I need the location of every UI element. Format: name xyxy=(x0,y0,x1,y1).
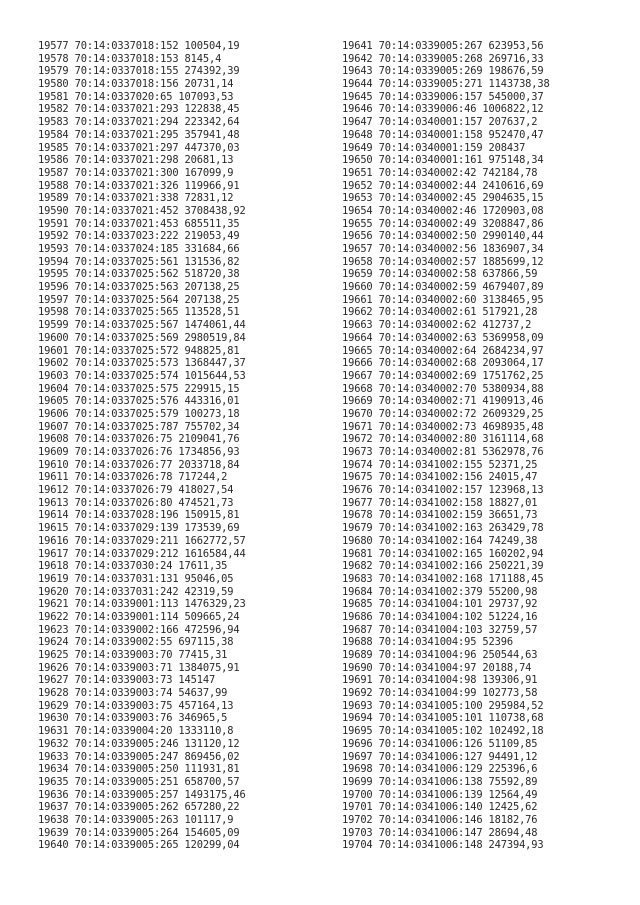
list-item: 19659 70:14:0340002:58 637866,59 xyxy=(342,268,538,281)
list-item: 19604 70:14:0337025:575 229915,15 xyxy=(38,382,240,395)
right-column xyxy=(342,40,550,852)
list-item: 19667 70:14:0340002:69 1751762,25 xyxy=(342,369,544,382)
list-item: 19603 70:14:0337025:574 1015644,53 xyxy=(38,369,246,382)
list-item: 19649 70:14:0340001:159 208437 xyxy=(342,141,526,154)
list-item: 19599 70:14:0337025:567 1474061,44 xyxy=(38,319,246,332)
list-item: 19693 70:14:0341005:100 295984,52 xyxy=(342,699,544,712)
list-item: 19662 70:14:0340002:61 517921,28 xyxy=(342,306,538,319)
list-item: 19677 70:14:0341002:158 18827,01 xyxy=(342,496,538,509)
list-item: 19686 70:14:0341004:102 51224,16 xyxy=(342,610,538,623)
list-item: 19620 70:14:0337031:242 42319,59 xyxy=(38,585,234,598)
list-item: 19632 70:14:0339005:246 131120,12 xyxy=(38,737,240,750)
list-item: 19594 70:14:0337025:561 131536,82 xyxy=(38,255,240,268)
list-item: 19596 70:14:0337025:563 207138,25 xyxy=(38,281,240,294)
list-item: 19624 70:14:0339002:55 697115,38 xyxy=(38,636,234,649)
list-item: 19664 70:14:0340002:63 5369958,09 xyxy=(342,331,544,344)
list-item: 19671 70:14:0340002:73 4698935,48 xyxy=(342,420,544,433)
list-item: 19679 70:14:0341002:163 263429,78 xyxy=(342,522,544,535)
list-item: 19617 70:14:0337029:212 1616584,44 xyxy=(38,547,246,560)
list-item: 19668 70:14:0340002:70 5380934,88 xyxy=(342,382,544,395)
list-item: 19581 70:14:0337020:65 107093,53 xyxy=(38,90,234,103)
list-item: 19629 70:14:0339003:75 457164,13 xyxy=(38,699,234,712)
list-item: 19607 70:14:0337025:787 755702,34 xyxy=(38,420,240,433)
list-item: 19590 70:14:0337021:452 3708438,92 xyxy=(38,204,246,217)
list-item: 19697 70:14:0341006:127 94491,12 xyxy=(342,750,538,763)
list-item: 19657 70:14:0340002:56 1836907,34 xyxy=(342,243,544,255)
list-item: 19593 70:14:0337024:185 331684,66 xyxy=(38,243,240,255)
list-item: 19605 70:14:0337025:576 443316,01 xyxy=(38,395,240,408)
list-item: 19636 70:14:0339005:257 1493175,46 xyxy=(38,788,246,801)
list-item: 19669 70:14:0340002:71 4190913,46 xyxy=(342,395,544,408)
list-item: 19640 70:14:0339005:265 120299,04 xyxy=(38,839,240,852)
list-item: 19674 70:14:0341002:155 52371,25 xyxy=(342,458,538,471)
list-item: 19627 70:14:0339003:73 145147 xyxy=(38,674,216,687)
list-item: 19681 70:14:0341002:165 160202,94 xyxy=(342,547,544,560)
list-item: 19678 70:14:0341002:159 36651,73 xyxy=(342,509,538,522)
list-item: 19683 70:14:0341002:168 171188,45 xyxy=(342,572,544,585)
list-item: 19614 70:14:0337028:196 150915,81 xyxy=(38,509,240,522)
list-item: 19639 70:14:0339005:264 154605,09 xyxy=(38,826,240,839)
list-item: 19690 70:14:0341004:97 20188,74 xyxy=(342,661,532,674)
left-column xyxy=(38,40,246,852)
list-item: 19675 70:14:0341002:156 24015,47 xyxy=(342,471,538,484)
list-item: 19684 70:14:0341002:379 55200,98 xyxy=(342,585,538,598)
list-item: 19652 70:14:0340002:44 2410616,69 xyxy=(342,179,544,192)
list-item: 19609 70:14:0337026:76 1734856,93 xyxy=(38,446,240,458)
list-item: 19673 70:14:0340002:81 5362978,76 xyxy=(342,446,544,458)
list-item: 19651 70:14:0340002:42 742184,78 xyxy=(342,166,538,179)
list-item: 19656 70:14:0340002:50 2990140,44 xyxy=(342,230,544,243)
list-item: 19691 70:14:0341004:98 139306,91 xyxy=(342,674,538,687)
list-item: 19695 70:14:0341005:102 102492,18 xyxy=(342,725,544,738)
list-item: 19613 70:14:0337026:80 474521,73 xyxy=(38,496,234,509)
list-item: 19694 70:14:0341005:101 110738,68 xyxy=(342,712,544,725)
list-item: 19638 70:14:0339005:263 101117,9 xyxy=(38,813,234,826)
list-item: 19688 70:14:0341004:95 52396 xyxy=(342,636,513,649)
list-item: 19602 70:14:0337025:573 1368447,37 xyxy=(38,357,246,370)
list-item: 19633 70:14:0339005:247 869456,02 xyxy=(38,750,240,763)
list-item: 19643 70:14:0339005:269 198676,59 xyxy=(342,65,544,78)
list-item: 19637 70:14:0339005:262 657280,22 xyxy=(38,801,240,814)
list-item: 19610 70:14:0337026:77 2033718,84 xyxy=(38,458,240,471)
list-item: 19653 70:14:0340002:45 2904635,15 xyxy=(342,192,544,205)
list-item: 19578 70:14:0337018:153 8145,4 xyxy=(38,52,222,65)
list-item: 19591 70:14:0337021:453 685511,35 xyxy=(38,217,240,230)
list-item: 19682 70:14:0341002:166 250221,39 xyxy=(342,560,544,573)
list-item: 19650 70:14:0340001:161 975148,34 xyxy=(342,154,544,167)
list-item: 19587 70:14:0337021:300 167099,9 xyxy=(38,166,234,179)
list-item: 19689 70:14:0341004:96 250544,63 xyxy=(342,649,538,661)
list-item: 19598 70:14:0337025:565 113528,51 xyxy=(38,306,240,319)
list-item: 19616 70:14:0337029:211 1662772,57 xyxy=(38,534,246,547)
list-item: 19702 70:14:0341006:146 18182,76 xyxy=(342,813,538,826)
list-item: 19601 70:14:0337025:572 948825,81 xyxy=(38,344,240,357)
list-item: 19635 70:14:0339005:251 658700,57 xyxy=(38,775,240,788)
list-item: 19666 70:14:0340002:68 2093064,17 xyxy=(342,357,544,370)
list-item: 19600 70:14:0337025:569 2980519,84 xyxy=(38,331,246,344)
list-item: 19698 70:14:0341006:129 225396,6 xyxy=(342,763,538,776)
list-item: 19585 70:14:0337021:297 447370,03 xyxy=(38,141,240,154)
list-item: 19676 70:14:0341002:157 123968,13 xyxy=(342,484,544,497)
list-item: 19654 70:14:0340002:46 1720903,08 xyxy=(342,204,544,217)
list-item: 19630 70:14:0339003:76 346965,5 xyxy=(38,712,228,725)
list-item: 19641 70:14:0339005:267 623953,56 xyxy=(342,40,544,52)
list-item: 19699 70:14:0341006:138 75592,89 xyxy=(342,775,538,788)
list-item: 19606 70:14:0337025:579 100273,18 xyxy=(38,407,240,420)
list-item: 19626 70:14:0339003:71 1384075,91 xyxy=(38,661,240,674)
list-item: 19644 70:14:0339005:271 1143738,38 xyxy=(342,78,550,91)
list-item: 19628 70:14:0339003:74 54637,99 xyxy=(38,687,228,700)
list-item: 19647 70:14:0340001:157 207637,2 xyxy=(342,116,538,129)
list-item: 19648 70:14:0340001:158 952470,47 xyxy=(342,128,544,141)
list-item: 19660 70:14:0340002:59 4679407,89 xyxy=(342,281,544,294)
list-item: 19621 70:14:0339001:113 1476329,23 xyxy=(38,598,246,611)
list-item: 19634 70:14:0339005:250 111931,81 xyxy=(38,763,240,776)
list-item: 19577 70:14:0337018:152 100504,19 xyxy=(38,40,240,52)
list-item: 19680 70:14:0341002:164 74249,38 xyxy=(342,534,538,547)
list-item: 19619 70:14:0337031:131 95046,05 xyxy=(38,572,234,585)
list-item: 19704 70:14:0341006:148 247394,93 xyxy=(342,839,544,852)
list-item: 19700 70:14:0341006:139 12564,49 xyxy=(342,788,538,801)
list-item: 19579 70:14:0337018:155 274392,39 xyxy=(38,65,240,78)
list-item: 19696 70:14:0341006:126 51109,85 xyxy=(342,737,538,750)
list-item: 19685 70:14:0341004:101 29737,92 xyxy=(342,598,538,611)
list-item: 19589 70:14:0337021:338 72831,12 xyxy=(38,192,234,205)
list-item: 19597 70:14:0337025:564 207138,25 xyxy=(38,293,240,306)
list-item: 19623 70:14:0339002:166 472596,94 xyxy=(38,623,240,636)
list-item: 19595 70:14:0337025:562 518720,38 xyxy=(38,268,240,281)
list-item: 19645 70:14:0339006:157 545000,37 xyxy=(342,90,544,103)
list-item: 19670 70:14:0340002:72 2609329,25 xyxy=(342,407,544,420)
list-item: 19615 70:14:0337029:139 173539,69 xyxy=(38,522,240,535)
list-item: 19655 70:14:0340002:49 3208847,86 xyxy=(342,217,544,230)
list-item: 19663 70:14:0340002:62 412737,2 xyxy=(342,319,532,332)
list-item: 19582 70:14:0337021:293 122838,45 xyxy=(38,103,240,116)
list-item: 19622 70:14:0339001:114 509665,24 xyxy=(38,610,240,623)
list-item: 19692 70:14:0341004:99 102773,58 xyxy=(342,687,538,700)
list-item: 19625 70:14:0339003:70 77415,31 xyxy=(38,649,228,661)
list-item: 19672 70:14:0340002:80 3161114,68 xyxy=(342,433,544,446)
list-item: 19665 70:14:0340002:64 2684234,97 xyxy=(342,344,544,357)
list-item: 19631 70:14:0339004:20 1333110,8 xyxy=(38,725,234,738)
list-item: 19612 70:14:0337026:79 418027,54 xyxy=(38,484,234,497)
list-item: 19687 70:14:0341004:103 32759,57 xyxy=(342,623,538,636)
list-item: 19642 70:14:0339005:268 269716,33 xyxy=(342,52,544,65)
list-item: 19701 70:14:0341006:140 12425,62 xyxy=(342,801,538,814)
list-item: 19703 70:14:0341006:147 28694,48 xyxy=(342,826,538,839)
list-item: 19584 70:14:0337021:295 357941,48 xyxy=(38,128,240,141)
list-item: 19592 70:14:0337023:222 219053,49 xyxy=(38,230,240,243)
list-item: 19611 70:14:0337026:78 717244,2 xyxy=(38,471,228,484)
list-item: 19580 70:14:0337018:156 20731,14 xyxy=(38,78,234,91)
list-item: 19586 70:14:0337021:298 20681,13 xyxy=(38,154,234,167)
list-item: 19658 70:14:0340002:57 1885699,12 xyxy=(342,255,544,268)
list-item: 19588 70:14:0337021:326 119966,91 xyxy=(38,179,240,192)
list-item: 19583 70:14:0337021:294 223342,64 xyxy=(38,116,240,129)
list-item: 19646 70:14:0339006:46 1006822,12 xyxy=(342,103,544,116)
list-item: 19608 70:14:0337026:75 2109041,76 xyxy=(38,433,240,446)
list-item: 19661 70:14:0340002:60 3138465,95 xyxy=(342,293,544,306)
list-item: 19618 70:14:0337030:24 17611,35 xyxy=(38,560,228,573)
